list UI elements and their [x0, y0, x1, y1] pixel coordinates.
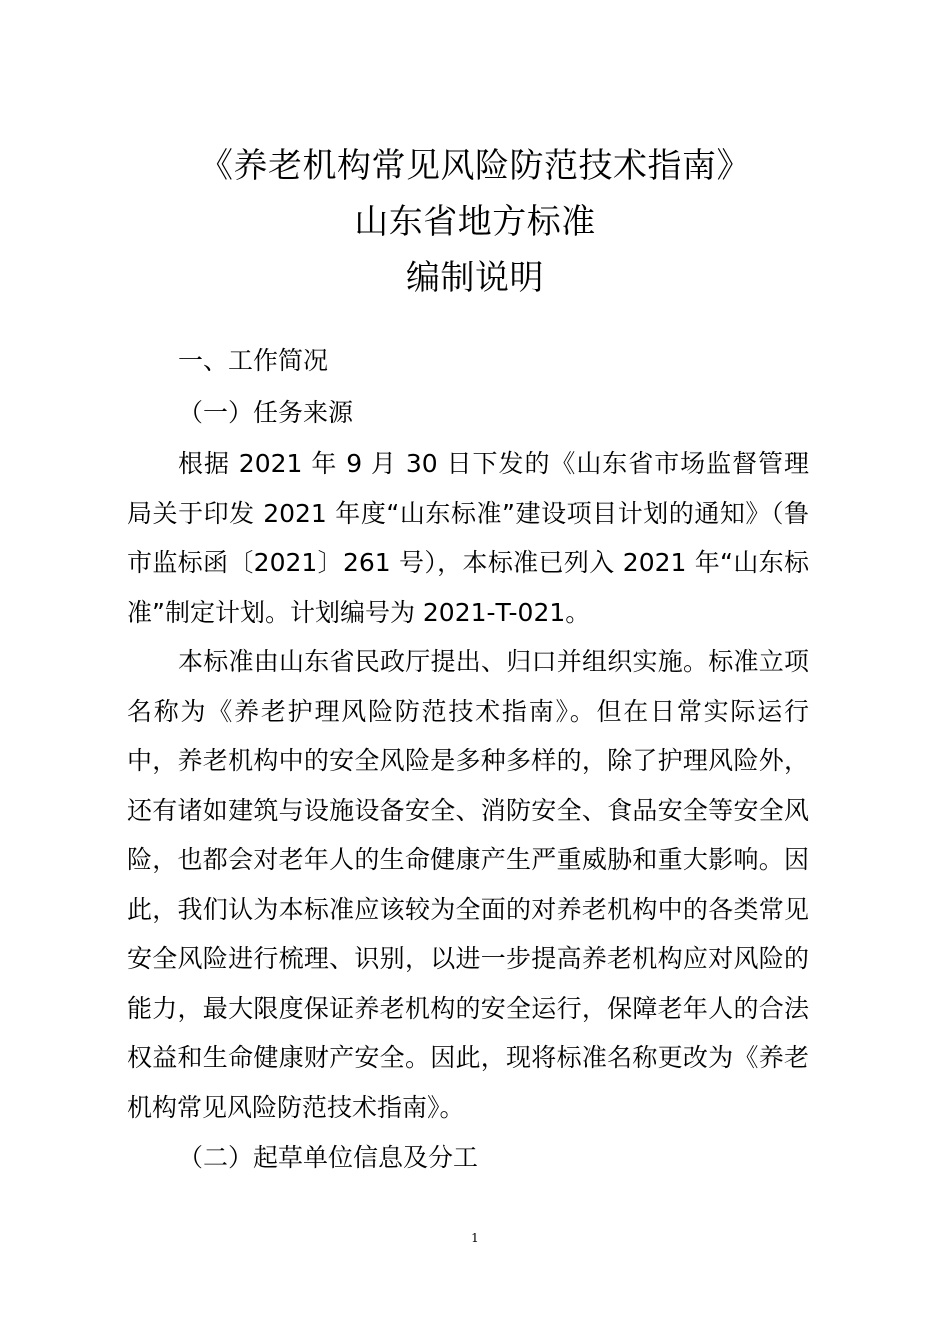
document-title — [0, 138, 950, 306]
title-line-standard-name: 《养老机构常见风险防范技术指南》 — [199, 146, 751, 186]
subsection-heading-drafting-units: （二）起草单位信息及分工 — [178, 1143, 479, 1172]
paragraph-task-source: 根据 2021 年 9 月 30 日下发的《山东省市场监督管理局关于印发 2021 年度“山东标准”建设项目计划的通知》（鲁市监标函〔2021〕261 号），本标准已列入 2021 年“山东标准”制定计划。计划编号为 2021-T-021。 — [127, 449, 809, 627]
paragraph-standard-background: 本标准由山东省民政厅提出、归口并组织实施。标准立项名称为《养老护理风险防范技术指南》。但在日常实际运行中，养老机构中的安全风险是多种多样的，除了护理风险外，还有诸如建筑与设施设备安全、消防安全、食品安全等安全风险，也都会对老年人的生命健康产生严重威胁和重大影响。因此，我们认为本标准应该较为全面的对养老机构中的各类常见安全风险进行梳理、识别，以进一步提高养老机构应对风险的能力，最大限度保证养老机构的安全运行，保障老年人的合法权益和生命健康财产安全。因此，现将标准名称更改为《养老机构常见风险防范技术指南》。 — [127, 647, 809, 1122]
page-number: 1 — [471, 1231, 479, 1245]
title-line-doc-type: 编制说明 — [406, 258, 544, 298]
section-heading-work-overview: 一、工作简况 — [178, 346, 329, 375]
title-line-standard-type: 山东省地方标准 — [354, 202, 596, 242]
subsection-heading-task-source: （一）任务来源 — [178, 398, 354, 427]
